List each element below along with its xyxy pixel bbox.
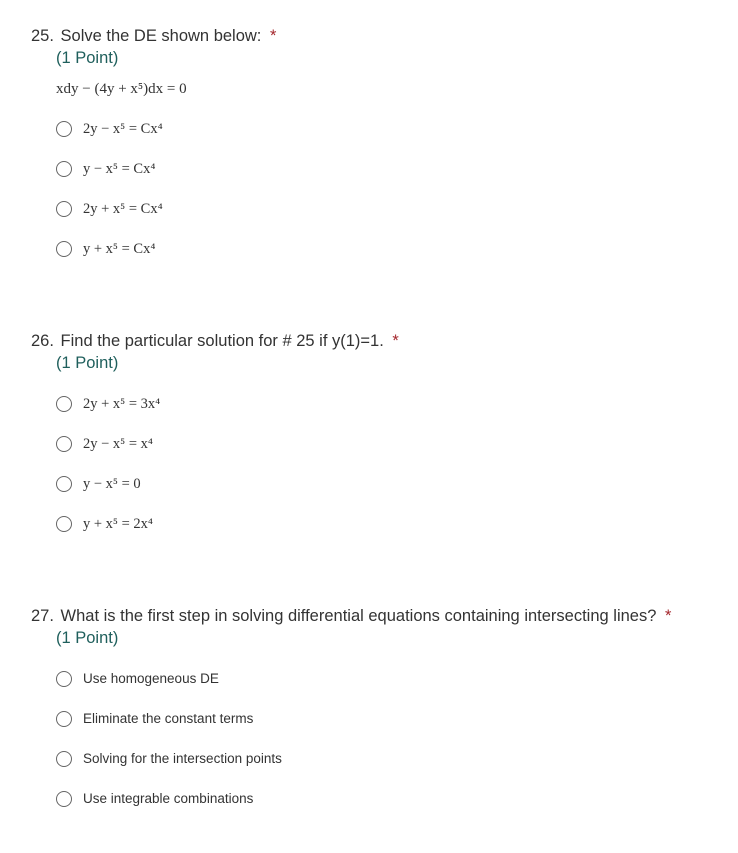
radio-button[interactable]: [56, 436, 72, 452]
question-text: Find the particular solution for # 25 if y(1)=1.: [60, 332, 384, 350]
question-points: (1 Point): [56, 354, 119, 372]
required-asterisk: *: [665, 607, 672, 625]
radio-button[interactable]: [56, 396, 72, 412]
question-equation: xdy − (4y + x⁵)dx = 0: [56, 81, 187, 97]
radio-button[interactable]: [56, 241, 72, 257]
radio-button[interactable]: [56, 751, 72, 767]
answer-option[interactable]: [56, 239, 155, 259]
answer-option[interactable]: [56, 119, 163, 139]
question-number: 27.: [31, 607, 54, 625]
question-title: [31, 331, 399, 351]
answer-option[interactable]: [56, 474, 141, 494]
option-label: y + x⁵ = Cx⁴: [83, 241, 156, 257]
answer-option[interactable]: [56, 394, 160, 414]
question-points: (1 Point): [56, 629, 119, 647]
radio-button[interactable]: [56, 476, 72, 492]
option-label: y − x⁵ = 0: [83, 476, 141, 492]
option-label: y + x⁵ = 2x⁴: [83, 516, 153, 532]
option-label: 2y − x⁵ = x⁴: [83, 436, 153, 452]
answer-option[interactable]: [56, 709, 253, 729]
option-label: 2y + x⁵ = 3x⁴: [83, 396, 161, 412]
option-label: y − x⁵ = Cx⁴: [83, 161, 156, 177]
question-title: [31, 26, 276, 46]
option-label: Use integrable combinations: [83, 791, 254, 806]
answer-option[interactable]: [56, 514, 153, 534]
radio-button[interactable]: [56, 516, 72, 532]
answer-option[interactable]: [56, 749, 282, 769]
question-text: Solve the DE shown below:: [60, 27, 262, 45]
radio-button[interactable]: [56, 711, 72, 727]
question-number: 26.: [31, 332, 54, 350]
radio-button[interactable]: [56, 201, 72, 217]
radio-button[interactable]: [56, 161, 72, 177]
option-label: Eliminate the constant terms: [83, 711, 254, 726]
option-label: Solving for the intersection points: [83, 751, 282, 766]
answer-option[interactable]: [56, 199, 163, 219]
required-asterisk: *: [270, 27, 277, 45]
question-number: 25.: [31, 27, 54, 45]
answer-option[interactable]: [56, 434, 153, 454]
question-text: What is the first step in solving differential equations containing intersecting lines?: [60, 607, 657, 625]
answer-option[interactable]: [56, 789, 253, 809]
option-label: Use homogeneous DE: [83, 671, 219, 686]
option-label: 2y + x⁵ = Cx⁴: [83, 201, 163, 217]
radio-button[interactable]: [56, 671, 72, 687]
radio-button[interactable]: [56, 791, 72, 807]
option-label: 2y − x⁵ = Cx⁴: [83, 121, 163, 137]
answer-option[interactable]: [56, 669, 219, 689]
required-asterisk: *: [392, 332, 399, 350]
radio-button[interactable]: [56, 121, 72, 137]
question-points: (1 Point): [56, 49, 119, 67]
question-title: [31, 606, 671, 626]
answer-option[interactable]: [56, 159, 155, 179]
